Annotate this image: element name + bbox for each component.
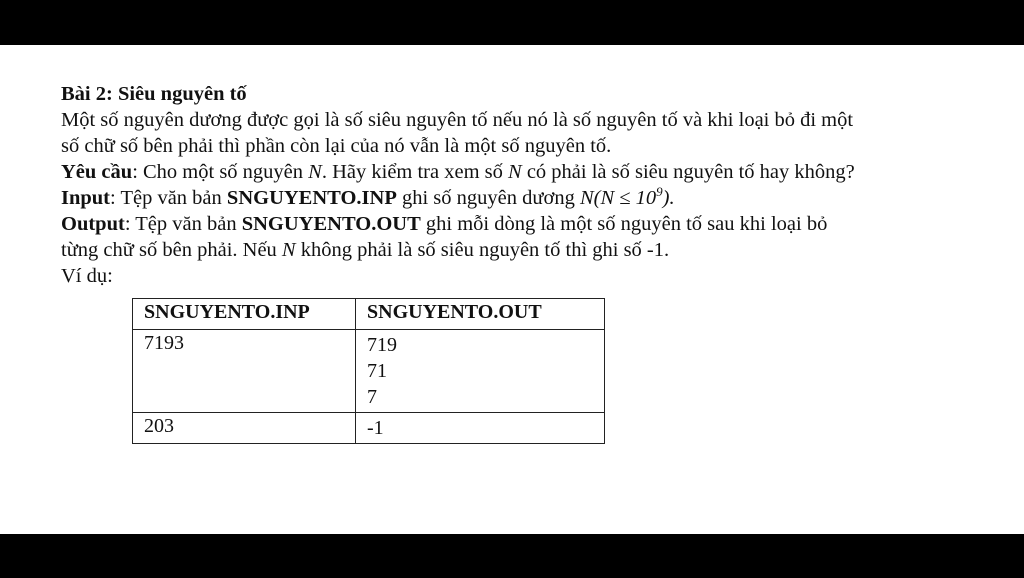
input-formula	[579, 184, 675, 209]
output-label: Output	[61, 213, 125, 235]
input-filename: SNGUYENTO.INP	[226, 187, 397, 209]
output-line-1	[61, 211, 1001, 237]
table-header-input: SNGUYENTO.INP	[133, 299, 356, 330]
example-table	[132, 298, 605, 444]
problem-title: Bài 2: Siêu nguyên tố	[61, 83, 247, 105]
output-line-2-n: N	[281, 239, 296, 261]
output-text-1: : Tệp văn bản	[124, 213, 242, 235]
requirement-n-1: N	[308, 161, 322, 183]
table-header-row	[133, 299, 605, 330]
output-value: 71	[367, 360, 387, 382]
output-filename: SNGUYENTO.OUT	[241, 213, 421, 235]
requirement-text-2: . Hãy kiểm tra xem số	[321, 161, 509, 183]
output-text-2: ghi mỗi dòng là một số nguyên tố sau khi loại bỏ	[420, 213, 828, 235]
input-formula-exponent: 9	[656, 184, 663, 200]
input-formula-suffix: ).	[662, 187, 675, 209]
requirement-label: Yêu cầu	[61, 161, 133, 183]
input-formula-prefix: N(N ≤ 10	[579, 187, 657, 209]
requirement-text-1: : Cho một số nguyên	[132, 161, 309, 183]
top-black-bar	[0, 0, 1024, 45]
input-text-2: ghi số nguyên dương	[396, 187, 580, 209]
input-text-1: : Tệp văn bản	[110, 187, 227, 209]
problem-text	[61, 81, 1001, 289]
table-header-output: SNGUYENTO.OUT	[356, 299, 605, 330]
table-cell-input: 7193	[133, 330, 356, 413]
output-line-2-a: từng chữ số bên phải. Nếu	[61, 239, 282, 261]
table-row	[133, 330, 605, 413]
output-value: 719	[367, 334, 397, 356]
output-value: -1	[367, 417, 384, 439]
requirement-line	[61, 159, 1001, 185]
description-line-2: số chữ số bên phải thì phần còn lại của nó vẫn là một số nguyên tố.	[61, 135, 612, 157]
requirement-n-2: N	[508, 161, 522, 183]
input-line	[61, 185, 1001, 211]
example-label: Ví dụ:	[61, 265, 113, 287]
bottom-black-bar	[0, 534, 1024, 578]
table-row	[133, 413, 605, 444]
output-line-2	[61, 237, 1001, 263]
table-cell-output	[356, 413, 605, 444]
description-line-1: Một số nguyên dương được gọi là số siêu nguyên tố nếu nó là số nguyên tố và khi loại bỏ đi một	[61, 109, 854, 131]
document-page	[0, 45, 1024, 534]
table-cell-output	[356, 330, 605, 413]
output-line-2-b: không phải là số siêu nguyên tố thì ghi số -1.	[295, 239, 670, 261]
requirement-text-3: có phải là số siêu nguyên tố hay không?	[521, 161, 855, 183]
table-cell-input: 203	[133, 413, 356, 444]
output-value: 7	[367, 386, 377, 408]
input-label: Input	[61, 187, 111, 209]
